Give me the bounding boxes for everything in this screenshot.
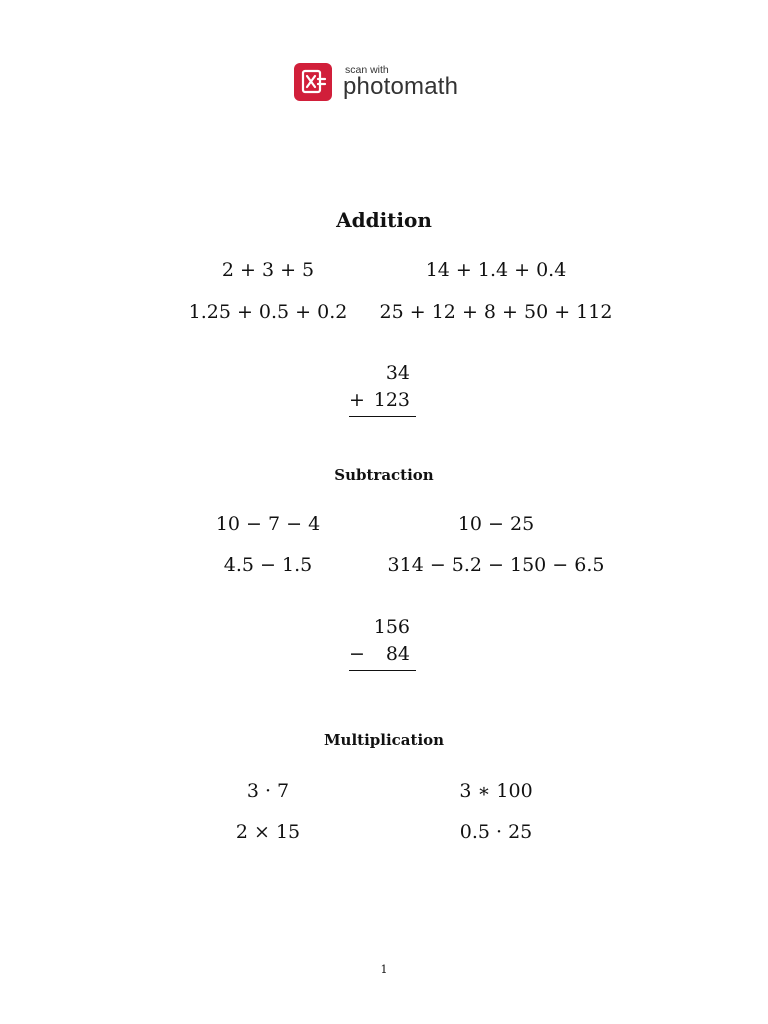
plus-operator: + — [349, 389, 365, 411]
column-bottom-row — [349, 389, 416, 417]
addition-expression: 14 + 1.4 + 0.4 — [425, 259, 567, 281]
subtraction-expression: 10 − 7 − 4 — [215, 513, 321, 535]
column-bottom-number: 123 — [373, 389, 410, 411]
subtraction-expression: 4.5 − 1.5 — [223, 554, 313, 576]
addition-column-problem — [349, 362, 416, 417]
page-number: 1 — [380, 963, 388, 976]
photomath-logo-icon — [294, 63, 332, 101]
addition-expression: 25 + 12 + 8 + 50 + 112 — [379, 301, 613, 323]
column-bottom-row — [349, 643, 416, 671]
column-top-number: 34 — [385, 362, 410, 384]
multiplication-expression: 3 ∗ 100 — [459, 780, 533, 802]
subtraction-expression: 10 − 25 — [457, 513, 535, 535]
subtraction-column-problem — [349, 616, 416, 671]
logo-wordmark: photomath — [343, 73, 459, 100]
addition-heading: Addition — [336, 208, 432, 232]
logo-tagline: scan with — [345, 64, 389, 76]
multiplication-heading: Multiplication — [323, 731, 445, 749]
column-bottom-number: 84 — [385, 643, 410, 665]
photomath-logo — [294, 63, 494, 103]
addition-expression: 1.25 + 0.5 + 0.2 — [188, 301, 348, 323]
multiplication-expression: 2 × 15 — [235, 821, 301, 843]
subtraction-heading: Subtraction — [334, 466, 434, 484]
multiplication-expression: 3 · 7 — [246, 780, 290, 802]
minus-operator: − — [349, 643, 365, 665]
multiplication-expression: 0.5 · 25 — [459, 821, 533, 843]
column-top-number: 156 — [373, 616, 410, 638]
subtraction-expression: 314 − 5.2 − 150 − 6.5 — [387, 554, 605, 576]
addition-expression: 2 + 3 + 5 — [221, 259, 315, 281]
